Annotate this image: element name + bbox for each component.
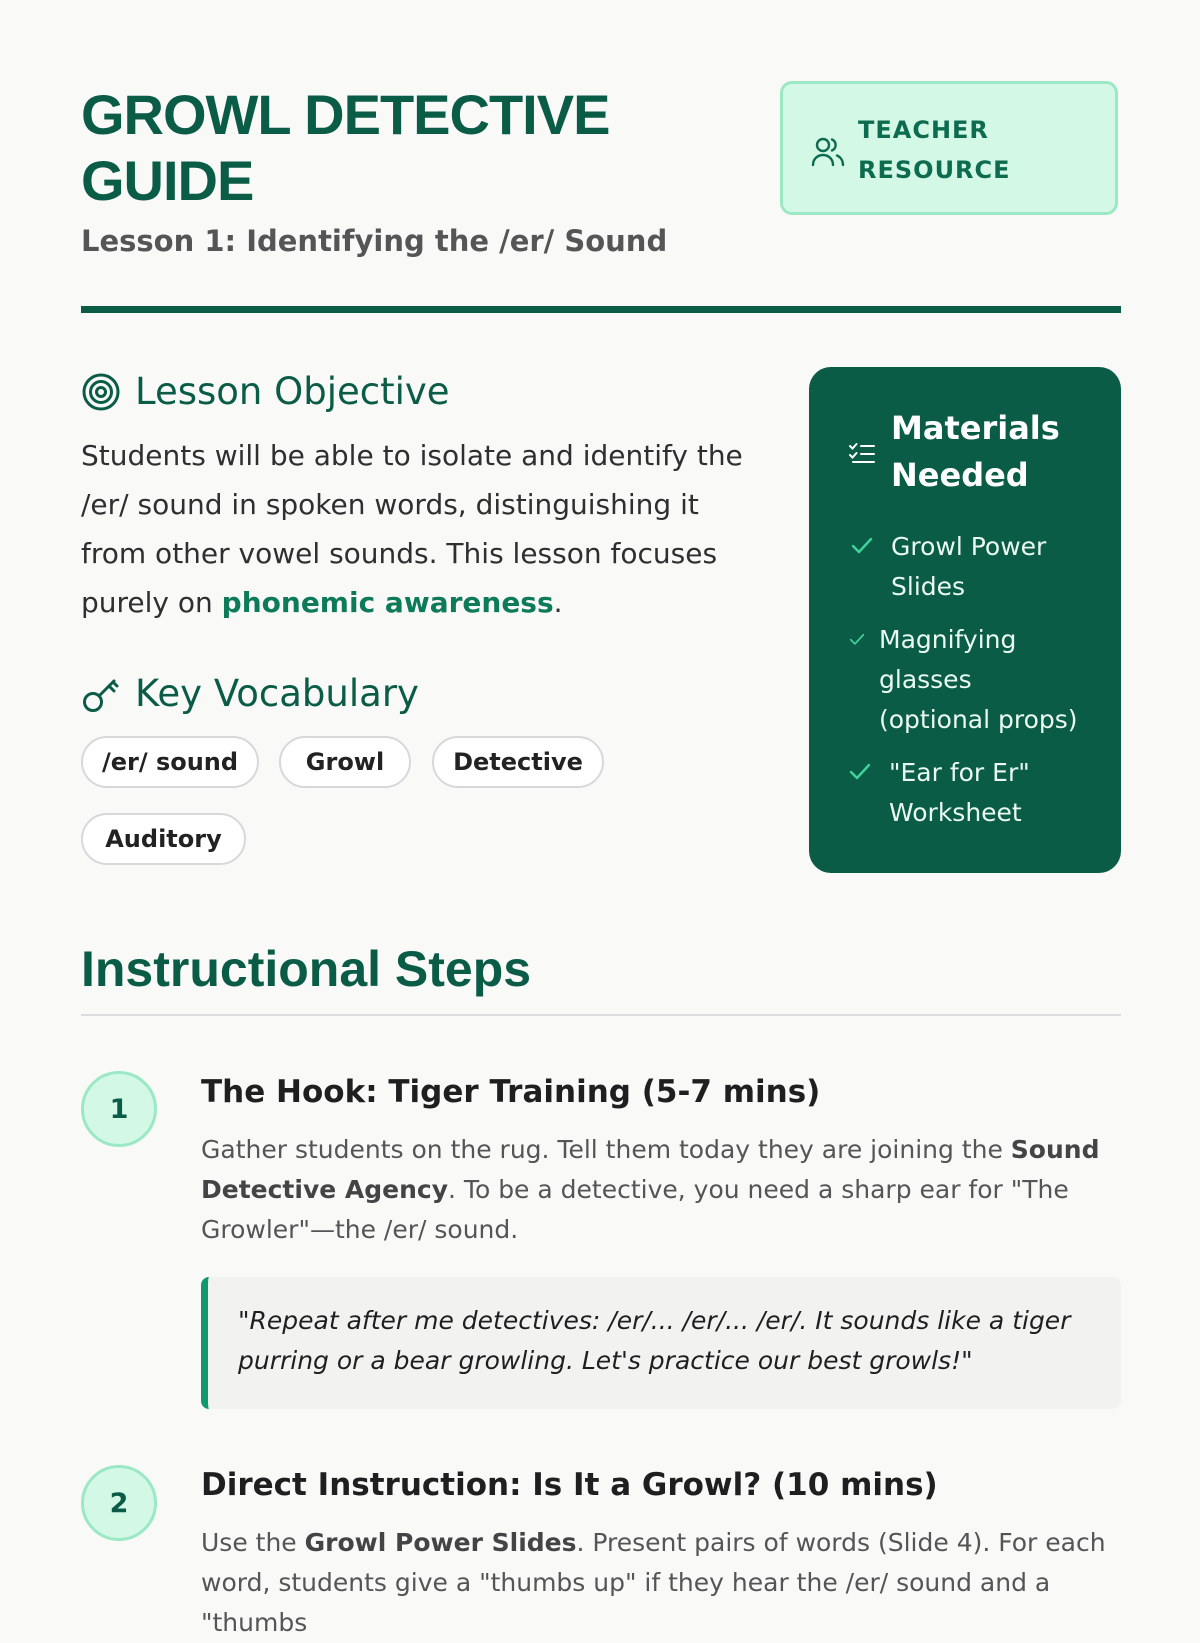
step-title: Direct Instruction: Is It a Growl? (10 mins) [201,1467,938,1503]
steps-heading: Instructional Steps [81,941,532,997]
objective-heading [81,370,450,413]
teacher-resource-badge [780,81,1118,215]
step-body: Gather students on the rug. Tell them today they are joining the Sound Detective Agency. To be a detective, you need a sharp ear for "The Growler"—the /er/ sound. [201,1135,1100,1244]
vocabulary-heading [81,672,419,715]
objective-text: Students will be able to isolate and identify the /er/ sound in spoken words, distinguishing it from other vowel sounds. This lesson focuses purely on phonemic awareness. [81,439,743,619]
page-title: GROWL DETECTIVE GUIDE [81,83,610,212]
vocab-chip: Auditory [81,813,246,865]
materials-item: "Ear for Er" Worksheet [889,753,1030,833]
objective-highlight: phonemic awareness [221,586,554,619]
checklist-icon [849,442,875,466]
steps-divider [81,1014,1121,1016]
materials-card [809,367,1121,873]
step-title: The Hook: Tiger Training (5-7 mins) [201,1074,821,1110]
users-icon [811,134,845,168]
key-icon [81,674,121,714]
badge-line-1: TEACHER [858,116,989,144]
materials-heading: Materials Needed [891,409,1060,494]
check-icon [851,535,873,555]
materials-item: Magnifying glasses (optional props) [879,620,1078,740]
badge-line-2: RESOURCE [858,156,1011,184]
vocabulary-heading-text: Key Vocabulary [135,672,419,715]
check-icon [849,761,871,781]
materials-item: Growl Power Slides [891,527,1046,607]
step-quote: "Repeat after me detectives: /er/... /er/... /er/. It sounds like a tiger purring or a bear growling. Let's practice our best growls!" [201,1277,1121,1409]
step-body: Use the Growl Power Slides. Present pairs of words (Slide 4). For each word, students give a "thumbs up" if they hear the /er/ sound and a "thumbs [201,1528,1106,1637]
check-icon [849,632,865,646]
step-number-badge: 1 [81,1071,157,1147]
page-subtitle: Lesson 1: Identifying the /er/ Sound [81,224,668,258]
target-icon [81,372,121,412]
header-divider [81,306,1121,313]
vocab-chip: Detective [432,736,604,788]
step-number-badge: 2 [81,1465,157,1541]
vocab-chip: /er/ sound [81,736,259,788]
objective-heading-text: Lesson Objective [135,370,450,413]
vocab-chip: Growl [279,736,411,788]
